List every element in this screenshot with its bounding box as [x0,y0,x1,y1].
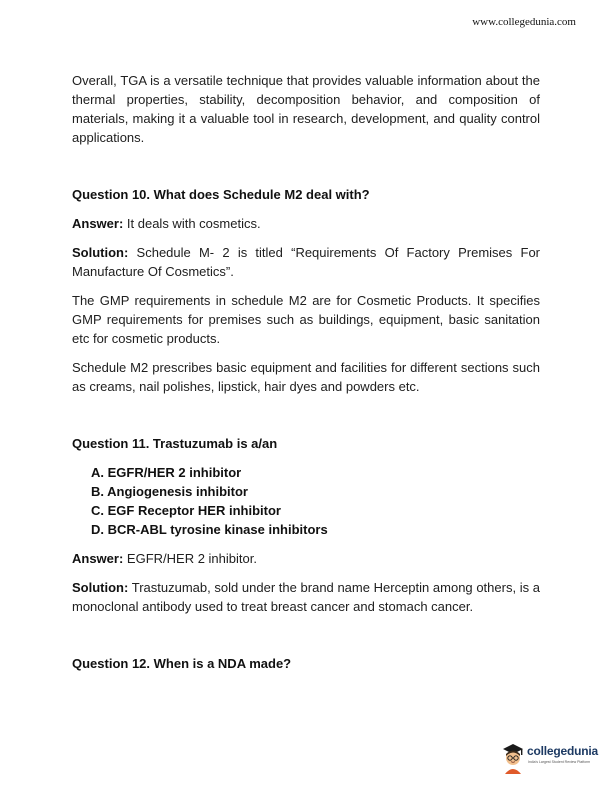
logo-text: collegedunia [527,744,598,758]
page-content [72,71,540,673]
intro-paragraph: Overall, TGA is a versatile technique that provides valuable information about the thermal properties, stability, decomposition behavior, and composition of materials, making it a valuable tool in research, development, and quality control applications. [72,73,540,145]
question-10-solution [72,243,540,281]
mascot-icon [500,740,526,774]
answer-label: Answer: [72,216,124,231]
option-a: A. EGFR/HER 2 inhibitor [91,465,242,480]
question-11-answer [72,549,540,568]
option-b: B. Angiogenesis inhibitor [91,484,248,499]
answer-text: It deals with cosmetics. [123,216,261,231]
question-11-options [72,463,540,539]
question-11-heading: Question 11. Trastuzumab is a/an [72,436,278,451]
question-12-heading: Question 12. When is a NDA made? [72,656,292,671]
answer-text: EGFR/HER 2 inhibitor. [123,551,257,566]
question-10-paragraph-2: The GMP requirements in schedule M2 are for Cosmetic Products. It specifies GMP requirements for premises such as buildings, equipment, basic sanitation etc for cosmetic products. [72,293,540,346]
question-11-solution [72,578,540,616]
solution-label: Solution: [72,245,129,260]
question-10-paragraph-3: Schedule M2 prescribes basic equipment and facilities for different sections such as creams, nail polishes, lipstick, hair dyes and powders etc. [72,360,540,394]
site-url[interactable]: www.collegedunia.com [472,16,576,28]
question-10-answer [72,214,540,233]
answer-label: Answer: [72,551,124,566]
solution-text: Trastuzumab, sold under the brand name Herceptin among others, is a monoclonal antibody used to treat breast cancer and stomach cancer. [72,580,540,614]
solution-label: Solution: [72,580,129,595]
option-c: C. EGF Receptor HER inhibitor [91,503,281,518]
question-10-heading: Question 10. What does Schedule M2 deal with? [72,187,370,202]
solution-text: Schedule M- 2 is titled “Requirements Of Factory Premises For Manufacture Of Cosmetics”. [72,245,540,279]
option-d: D. BCR-ABL tyrosine kinase inhibitors [91,522,328,537]
logo-tagline: India's Largest Student Review Platform [528,760,591,764]
collegedunia-logo[interactable] [500,738,596,778]
